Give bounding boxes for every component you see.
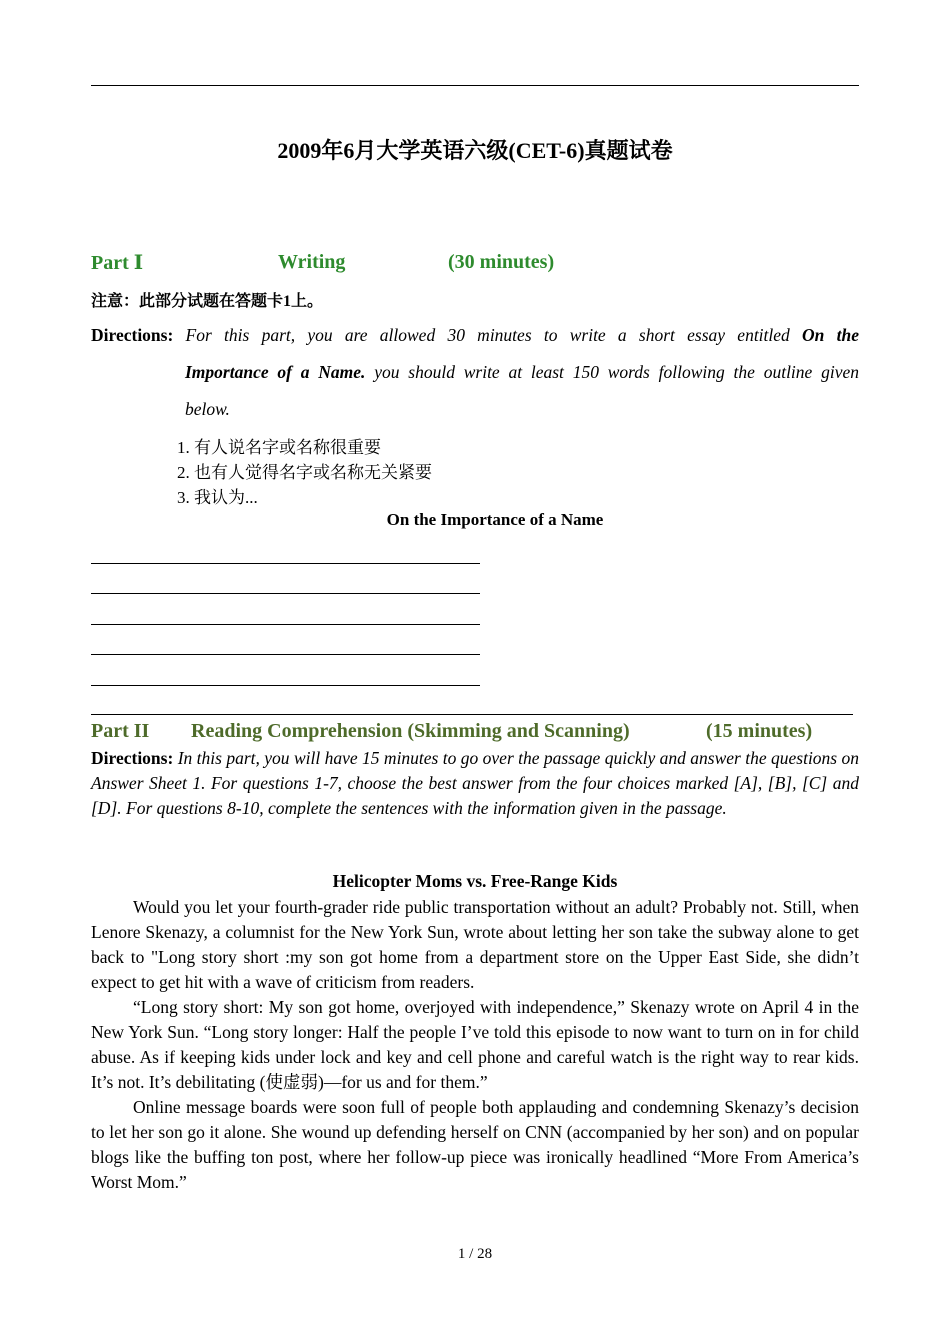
- page-number: 1 / 28: [457, 1246, 493, 1262]
- outline-item: 3. 我认为...: [177, 488, 258, 507]
- writing-line[interactable]: [91, 624, 480, 625]
- part1-directions-line1: [91, 317, 859, 354]
- part1-label: Part Ⅰ: [91, 252, 144, 274]
- essay-title-inline-a: On the: [802, 325, 860, 345]
- directions-text-3: below.: [185, 399, 230, 419]
- part2-label: Part II: [91, 720, 150, 742]
- essay-title-inline-b: Importance of a Name.: [185, 362, 366, 382]
- part2-name: Reading Comprehension (Skimming and Scanning): [191, 720, 630, 742]
- passage-paragraph: “Long story short: My son got home, overjoyed with independence,” Skenazy wrote on April 4 in the New York Sun. “Long story longer: Half the people I’ve told this episode to now want to turn on in for child abuse. As if keeping kids under lock and key and cell phone and careful watch is the right way to rear kids. It’s not. It’s debilitating (使虚弱)—for us and for them.”: [91, 997, 859, 1092]
- passage-paragraph: Would you let your fourth-grader ride public transportation without an adult? Probably not. Still, when Lenore Skenazy, a columnist for the New York Sun, wrote about letting her son take the subway alone to get back to "Long story short :my son got home from a department store on the Upper East Side, she didn’t expect to get hit with a wave of criticism from readers.: [91, 897, 859, 992]
- directions-text: For this part, you are allowed 30 minutes to write a short essay entitled: [185, 325, 790, 345]
- directions-text: In this part, you will have 15 minutes to go over the passage quickly and answer the questions on Answer Sheet 1. For questions 1-7, choose the best answer from the four choices marked [A], [B], [C] and [D]. For questions 8-10, complete the sentences with the information given in the passage.: [91, 748, 860, 818]
- part2-directions: [91, 746, 859, 821]
- passage-paragraph: Online message boards were soon full of people both applauding and condemning Skenazy’s decision to let her son go it alone. She wound up defending herself on CNN (accompanied by her son) and on popular blogs like the buffing ton post, where her follow-up piece was ironically headlined “More From America’s Worst Mom.”: [91, 1097, 859, 1192]
- outline-item: 2. 也有人觉得名字或名称无关紧要: [177, 463, 432, 482]
- part1-time: (30 minutes): [448, 251, 555, 273]
- part1-name: Writing: [278, 251, 346, 273]
- page-title: 2009年6月大学英语六级(CET-6)真题试卷: [277, 138, 673, 163]
- writing-line[interactable]: [91, 563, 480, 564]
- writing-line[interactable]: [91, 654, 480, 655]
- passage-body: [91, 895, 859, 1195]
- directions-label: Directions:: [91, 748, 174, 768]
- part1-notice: 注意：此部分试题在答题卡1上。: [91, 293, 324, 310]
- section-divider: [91, 714, 853, 715]
- writing-line[interactable]: [91, 593, 480, 594]
- part1-directions-line2: [185, 354, 859, 391]
- outline-item: 1. 有人说名字或名称很重要: [177, 438, 381, 457]
- essay-title: On the Importance of a Name: [386, 510, 604, 529]
- directions-label: Directions:: [91, 325, 174, 345]
- writing-line[interactable]: [91, 685, 480, 686]
- passage-title: Helicopter Moms vs. Free-Range Kids: [332, 871, 618, 891]
- part2-time: (15 minutes): [706, 720, 813, 742]
- directions-text-2: you should write at least 150 words following the outline given: [374, 362, 859, 382]
- part1-directions-line3: [185, 391, 230, 428]
- top-rule: [91, 85, 859, 86]
